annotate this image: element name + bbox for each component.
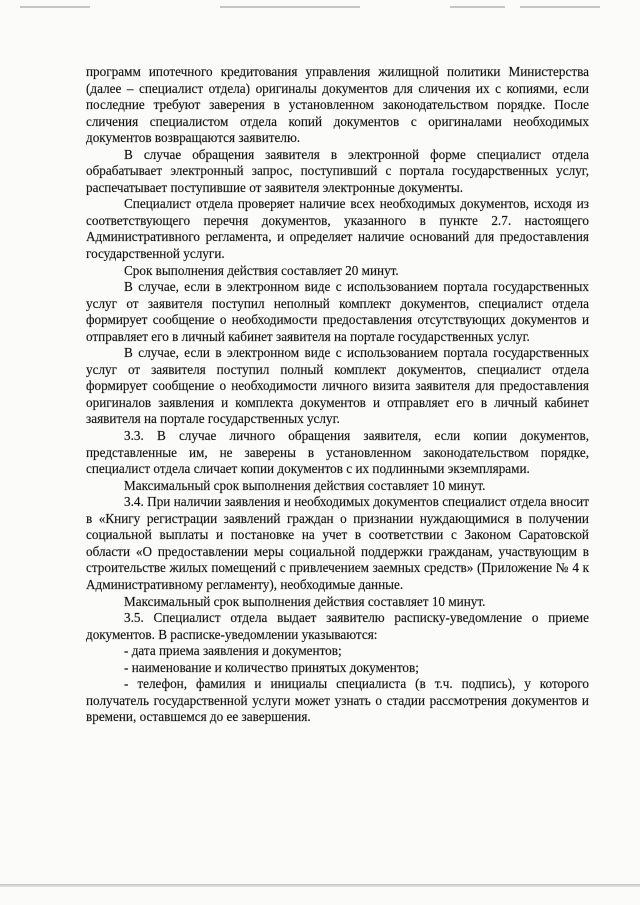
paragraph: В случае, если в электронном виде с использованием портала государственных услуг от заявителя поступил неполный комплект документов, специалист отдела формирует сообщение о необходимости предоставления отсутствующих документов и отправляет его в личный кабинет заявителя на портале государственных услуг.	[86, 279, 589, 344]
paragraph: Срок выполнения действия составляет 20 минут.	[124, 262, 399, 278]
paragraph: В случае обращения заявителя в электронной форме специалист отдела обрабатывает электронный запрос, поступивший с портала государственных услуг, распечатывает поступившие от заявителя электронные документы.	[86, 146, 589, 195]
paragraph: программ ипотечного кредитования управления жилищной политики Министерства (далее – специалист отдела) оригиналы документов для сличения их с копиями, если последние требуют заверения в установленном законодательством порядке. После сличения специалистом отдела копий документов с оригиналами необходимых документов возвращаются заявителю.	[86, 64, 589, 146]
scan-bottom-edge	[0, 884, 640, 887]
list-item: - наименование и количество принятых документов;	[124, 659, 419, 675]
scan-mark	[20, 6, 90, 8]
paragraph: 3.3. В случае личного обращения заявителя, если копии документов, представленные им, не заверены в установленном законодательством порядке, специалист отдела сличает копии документов с их подлинными экземплярами.	[86, 428, 589, 477]
scan-top-marks	[20, 6, 620, 16]
paragraph: В случае, если в электронном виде с использованием портала государственных услуг от заявителя поступил полный комплект документов, специалист отдела формирует сообщение о необходимости личного визита заявителя для предоставления оригиналов заявления и комплекта документов и отправляет его в личный кабинет заявителя на портале государственных услуг.	[86, 345, 589, 427]
list-item: - дата приема заявления и документов;	[124, 643, 342, 659]
scan-mark	[220, 6, 360, 8]
scan-mark	[520, 6, 600, 8]
paragraph: Максимальный срок выполнения действия составляет 10 минут.	[124, 593, 486, 609]
scan-mark	[450, 6, 505, 8]
list-item: - телефон, фамилия и инициалы специалиста (в т.ч. подпись), у которого получатель государственной услуги может узнать о стадии рассмотрения документов и времени, оставшемся до ее завершения.	[86, 676, 589, 725]
document-page	[86, 64, 589, 726]
paragraph: 3.4. При наличии заявления и необходимых документов специалист отдела вносит в «Книгу регистрации заявлений граждан о признании нуждающимися в получении социальной выплаты и постановке на учет в соответствии с Законом Саратовской области «О предоставлении меры социальной поддержки гражданам, участвующим в строительстве жилых помещений с привлечением заемных средств» (Приложение № 4 к Административному регламенту), необходимые данные.	[86, 494, 589, 592]
paragraph: Максимальный срок выполнения действия составляет 10 минут.	[124, 477, 486, 493]
paragraph: Специалист отдела проверяет наличие всех необходимых документов, исходя из соответствующего перечня документов, указанного в пункте 2.7. настоящего Административного регламента, и определяет наличие оснований для предоставления государственной услуги.	[86, 196, 589, 262]
paragraph: 3.5. Специалист отдела выдает заявителю расписку-уведомление о приеме документов. В расписке-уведомлении указываются:	[86, 610, 589, 642]
